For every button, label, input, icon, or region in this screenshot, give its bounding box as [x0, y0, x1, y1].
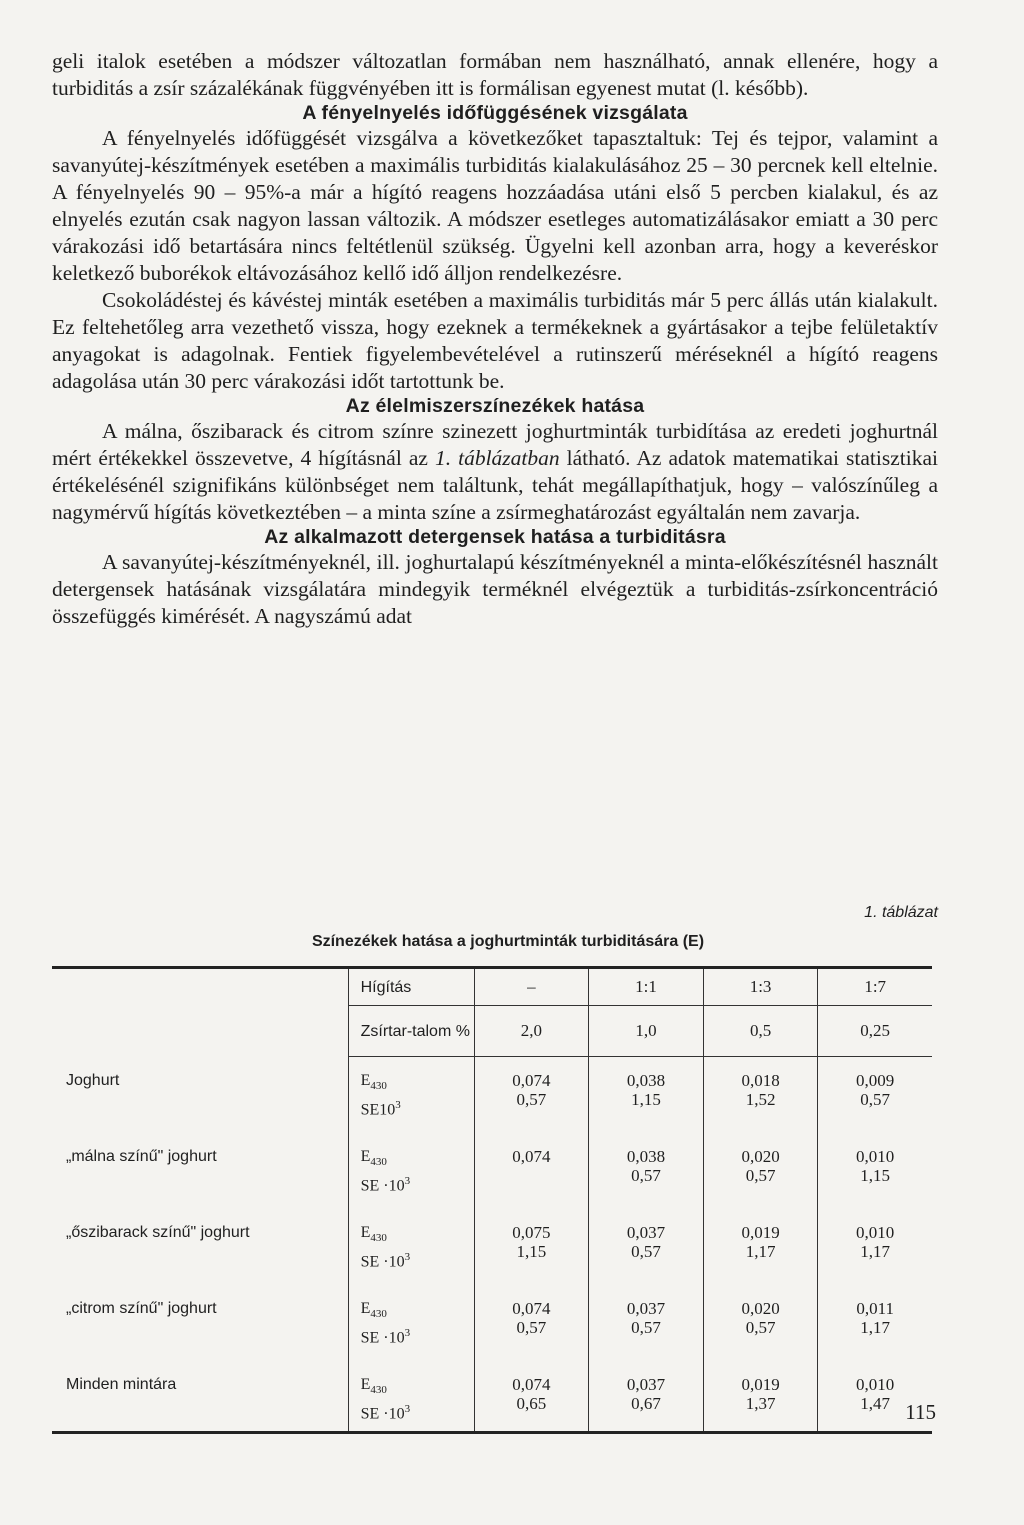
e-label: E	[360, 1148, 371, 1165]
header-empty-cell	[52, 968, 348, 1006]
row-cell	[474, 1209, 589, 1285]
e-label: E	[360, 1072, 371, 1089]
se-label: SE ·10	[360, 1253, 405, 1271]
table-row	[52, 1057, 932, 1134]
paragraph-chocolate-coffee: Csokoládéstej és kávéstej minták esetében a maximális turbiditás már 5 perc állás után kialakult. Ez feltehetőleg arra vezethető vissza, hogy ezeknek a termékeknek a gyártásakor a tejbe felületaktív anyagokat is adagolnak. Fentiek figyelembevételével a rutinszerű méréseknél a hígító reagens adagolása után 30 perc várakozási időt tartottunk be.	[52, 288, 938, 393]
se-label: SE ·10	[360, 1177, 405, 1195]
row-cell	[818, 1285, 932, 1361]
e-value: 0,018	[741, 1071, 780, 1090]
se-value: 0,57	[860, 1090, 891, 1109]
e-value: 0,020	[741, 1147, 780, 1166]
se-value: 1,37	[745, 1394, 776, 1413]
paragraph-food-colorants	[52, 418, 938, 526]
se-value: 0,57	[516, 1318, 547, 1337]
header-label-dilution: Hígítás	[348, 968, 474, 1006]
row-label: „málna színű" joghurt	[66, 1148, 217, 1165]
page-text-block	[52, 48, 938, 630]
row-cell	[589, 1285, 704, 1361]
header-label-fat: Zsírtar-talom %	[348, 1006, 474, 1057]
se-exp: 3	[404, 1175, 411, 1188]
header-value: 2,0	[474, 1006, 589, 1057]
e-value: 0,011	[856, 1299, 894, 1318]
row-cell	[474, 1361, 589, 1433]
section-heading-time-dependence: A fényelnyelés időfüggésének vizsgálata	[302, 102, 688, 124]
header-value: –	[474, 968, 589, 1006]
se-value: 0,57	[745, 1166, 776, 1185]
se-value: 1,47	[860, 1394, 891, 1413]
row-measure	[348, 1133, 474, 1209]
row-measure	[348, 1285, 474, 1361]
se-exp: 3	[395, 1099, 401, 1112]
row-cell	[589, 1057, 704, 1134]
se-value: 1,17	[745, 1242, 776, 1261]
table-title	[0, 933, 1024, 951]
paragraph-intro: geli italok esetében a módszer változatlan formában nem használható, annak ellenére, hogy a turbiditás a zsír százalékának függvényében itt is formálisan egyenest mutat (l. később).	[52, 49, 938, 100]
e-label: E	[360, 1376, 371, 1393]
table-header-row-dilution	[52, 968, 932, 1006]
row-cell	[589, 1361, 704, 1433]
table-row	[52, 1361, 932, 1433]
page-number: 115	[905, 1400, 936, 1424]
header-value: 1:1	[589, 968, 704, 1006]
se-value: 0,57	[516, 1090, 547, 1109]
section-heading-food-colorants: Az élelmiszerszínezékek hatása	[345, 395, 645, 417]
row-cell	[703, 1285, 818, 1361]
e-value: 0,075	[512, 1223, 551, 1242]
table-row	[52, 1285, 932, 1361]
se-value: 1,15	[631, 1090, 661, 1109]
row-cell	[589, 1133, 704, 1209]
e-label: E	[360, 1224, 371, 1241]
colorant-table	[52, 966, 932, 1434]
e-value: 0,010	[856, 1223, 895, 1242]
se-exp: 3	[404, 1327, 411, 1340]
se-value: 0,57	[631, 1318, 661, 1337]
row-label: Minden mintára	[66, 1376, 177, 1393]
header-value: 1:3	[703, 968, 818, 1006]
se-value: 0,57	[631, 1166, 661, 1185]
se-value: 0,57	[631, 1242, 661, 1261]
row-cell	[474, 1285, 589, 1361]
e-sub: 430	[370, 1232, 387, 1245]
se-value: 1,15	[516, 1242, 547, 1261]
e-sub: 430	[370, 1080, 387, 1093]
e-label: E	[360, 1300, 371, 1317]
header-value: 1,0	[589, 1006, 704, 1057]
row-measure	[348, 1209, 474, 1285]
header-value: 1:7	[818, 968, 932, 1006]
row-cell	[474, 1133, 589, 1209]
row-label: „őszibarack színű" joghurt	[66, 1224, 250, 1241]
se-value: 1,17	[860, 1318, 891, 1337]
e-value: 0,019	[741, 1223, 780, 1242]
e-value: 0,019	[741, 1375, 780, 1394]
e-value: 0,037	[626, 1223, 666, 1242]
se-value: 0,67	[631, 1394, 661, 1413]
row-label: „citrom színű" joghurt	[66, 1300, 217, 1317]
e-sub: 430	[370, 1156, 387, 1169]
e-value: 0,037	[626, 1299, 666, 1318]
row-cell	[703, 1361, 818, 1433]
e-value: 0,074	[512, 1375, 551, 1394]
row-measure	[348, 1057, 474, 1134]
row-cell	[474, 1057, 589, 1134]
se-label: SE ·10	[360, 1405, 405, 1423]
e-value: 0,020	[741, 1299, 780, 1318]
se-value: 1,17	[860, 1242, 891, 1261]
table-row	[52, 1133, 932, 1209]
row-cell	[818, 1209, 932, 1285]
row-measure	[348, 1361, 474, 1433]
row-cell	[703, 1133, 818, 1209]
e-value: 0,010	[856, 1147, 895, 1166]
table-title-text: Színezékek hatása a joghurtminták turbiditására (E)	[311, 933, 705, 950]
se-value: 1,52	[745, 1090, 776, 1109]
se-value: 0,57	[745, 1318, 776, 1337]
se-exp: 3	[404, 1403, 411, 1416]
e-sub: 430	[370, 1384, 387, 1397]
e-value: 0,037	[626, 1375, 666, 1394]
row-cell	[818, 1057, 932, 1134]
e-value: 0,038	[626, 1071, 666, 1090]
row-cell	[703, 1057, 818, 1134]
se-value: 0,65	[516, 1394, 547, 1413]
paragraph-detergents: A savanyútej-készítményeknél, ill. joghurtalapú készítményeknél a minta-előkészítésnél használt detergensek hatásának vizsgálatára mindegyik terméknél elvégeztük a turbiditás-zsírkoncentráció összefüggés kimérését. A nagyszámú adat	[52, 550, 938, 628]
table-label: 1. táblázat	[864, 904, 938, 921]
table-reference-link: 1. táblázatban	[434, 446, 560, 470]
e-value: 0,074	[512, 1071, 551, 1090]
paragraph-time-dependence: A fényelnyelés időfüggését vizsgálva a következőket tapasztaltuk: Tej és tejpor, valamint a savanyútej-készítmények esetében a maximális turbiditás kialakulásához 25 – 30 percnek kell eltelnie. A fényelnyelés 90 – 95%-a már a hígító reagens hozzáadása utáni első 5 percben kialakul, és az elnyelés ezután csak nagyon lassan változik. A módszer esetleges automatizálásakor emiatt a 30 perc várakozási idő betartására nincs feltétlenül szükség. Ügyelni kell azonban arra, hogy a keveréskor keletkező buborékok eltávozásához kellő idő álljon rendelkezésre.	[52, 126, 938, 285]
e-value: 0,074	[512, 1147, 551, 1166]
paragraph-text: A málna, őszibarack és citrom színre szinezett joghurtminták turbidítása az eredeti joghurtnál mért értékekkel összevetve, 4 hígításnál az	[52, 419, 938, 470]
table-header-row-fat	[52, 1006, 932, 1057]
row-cell	[818, 1133, 932, 1209]
e-value: 0,038	[626, 1147, 666, 1166]
row-label: Joghurt	[66, 1071, 120, 1089]
se-exp: 3	[404, 1251, 411, 1264]
se-label: SE ·10	[360, 1329, 405, 1347]
header-value: 0,5	[703, 1006, 818, 1057]
table-row	[52, 1209, 932, 1285]
se-label: SE10	[360, 1101, 396, 1119]
e-value: 0,009	[856, 1071, 895, 1090]
row-cell	[703, 1209, 818, 1285]
header-value: 0,25	[818, 1006, 932, 1057]
row-cell	[589, 1209, 704, 1285]
e-sub: 430	[370, 1308, 387, 1321]
se-value: 1,15	[860, 1166, 891, 1185]
header-empty-cell	[52, 1006, 348, 1057]
paragraph-text: látható. Az adatok matematikai statisztikai értékelésénél szignifikáns különbséget nem találtunk, tehát megállapíthatjuk, hogy – valószínűleg a nagymérvű hígítás következtében – a minta színe a zsírmeghatározást egyáltalán nem zavarja.	[52, 446, 938, 524]
section-heading-detergents: Az alkalmazott detergensek hatása a turbiditásra	[264, 526, 726, 548]
e-value: 0,010	[856, 1375, 895, 1394]
e-value: 0,074	[512, 1299, 551, 1318]
